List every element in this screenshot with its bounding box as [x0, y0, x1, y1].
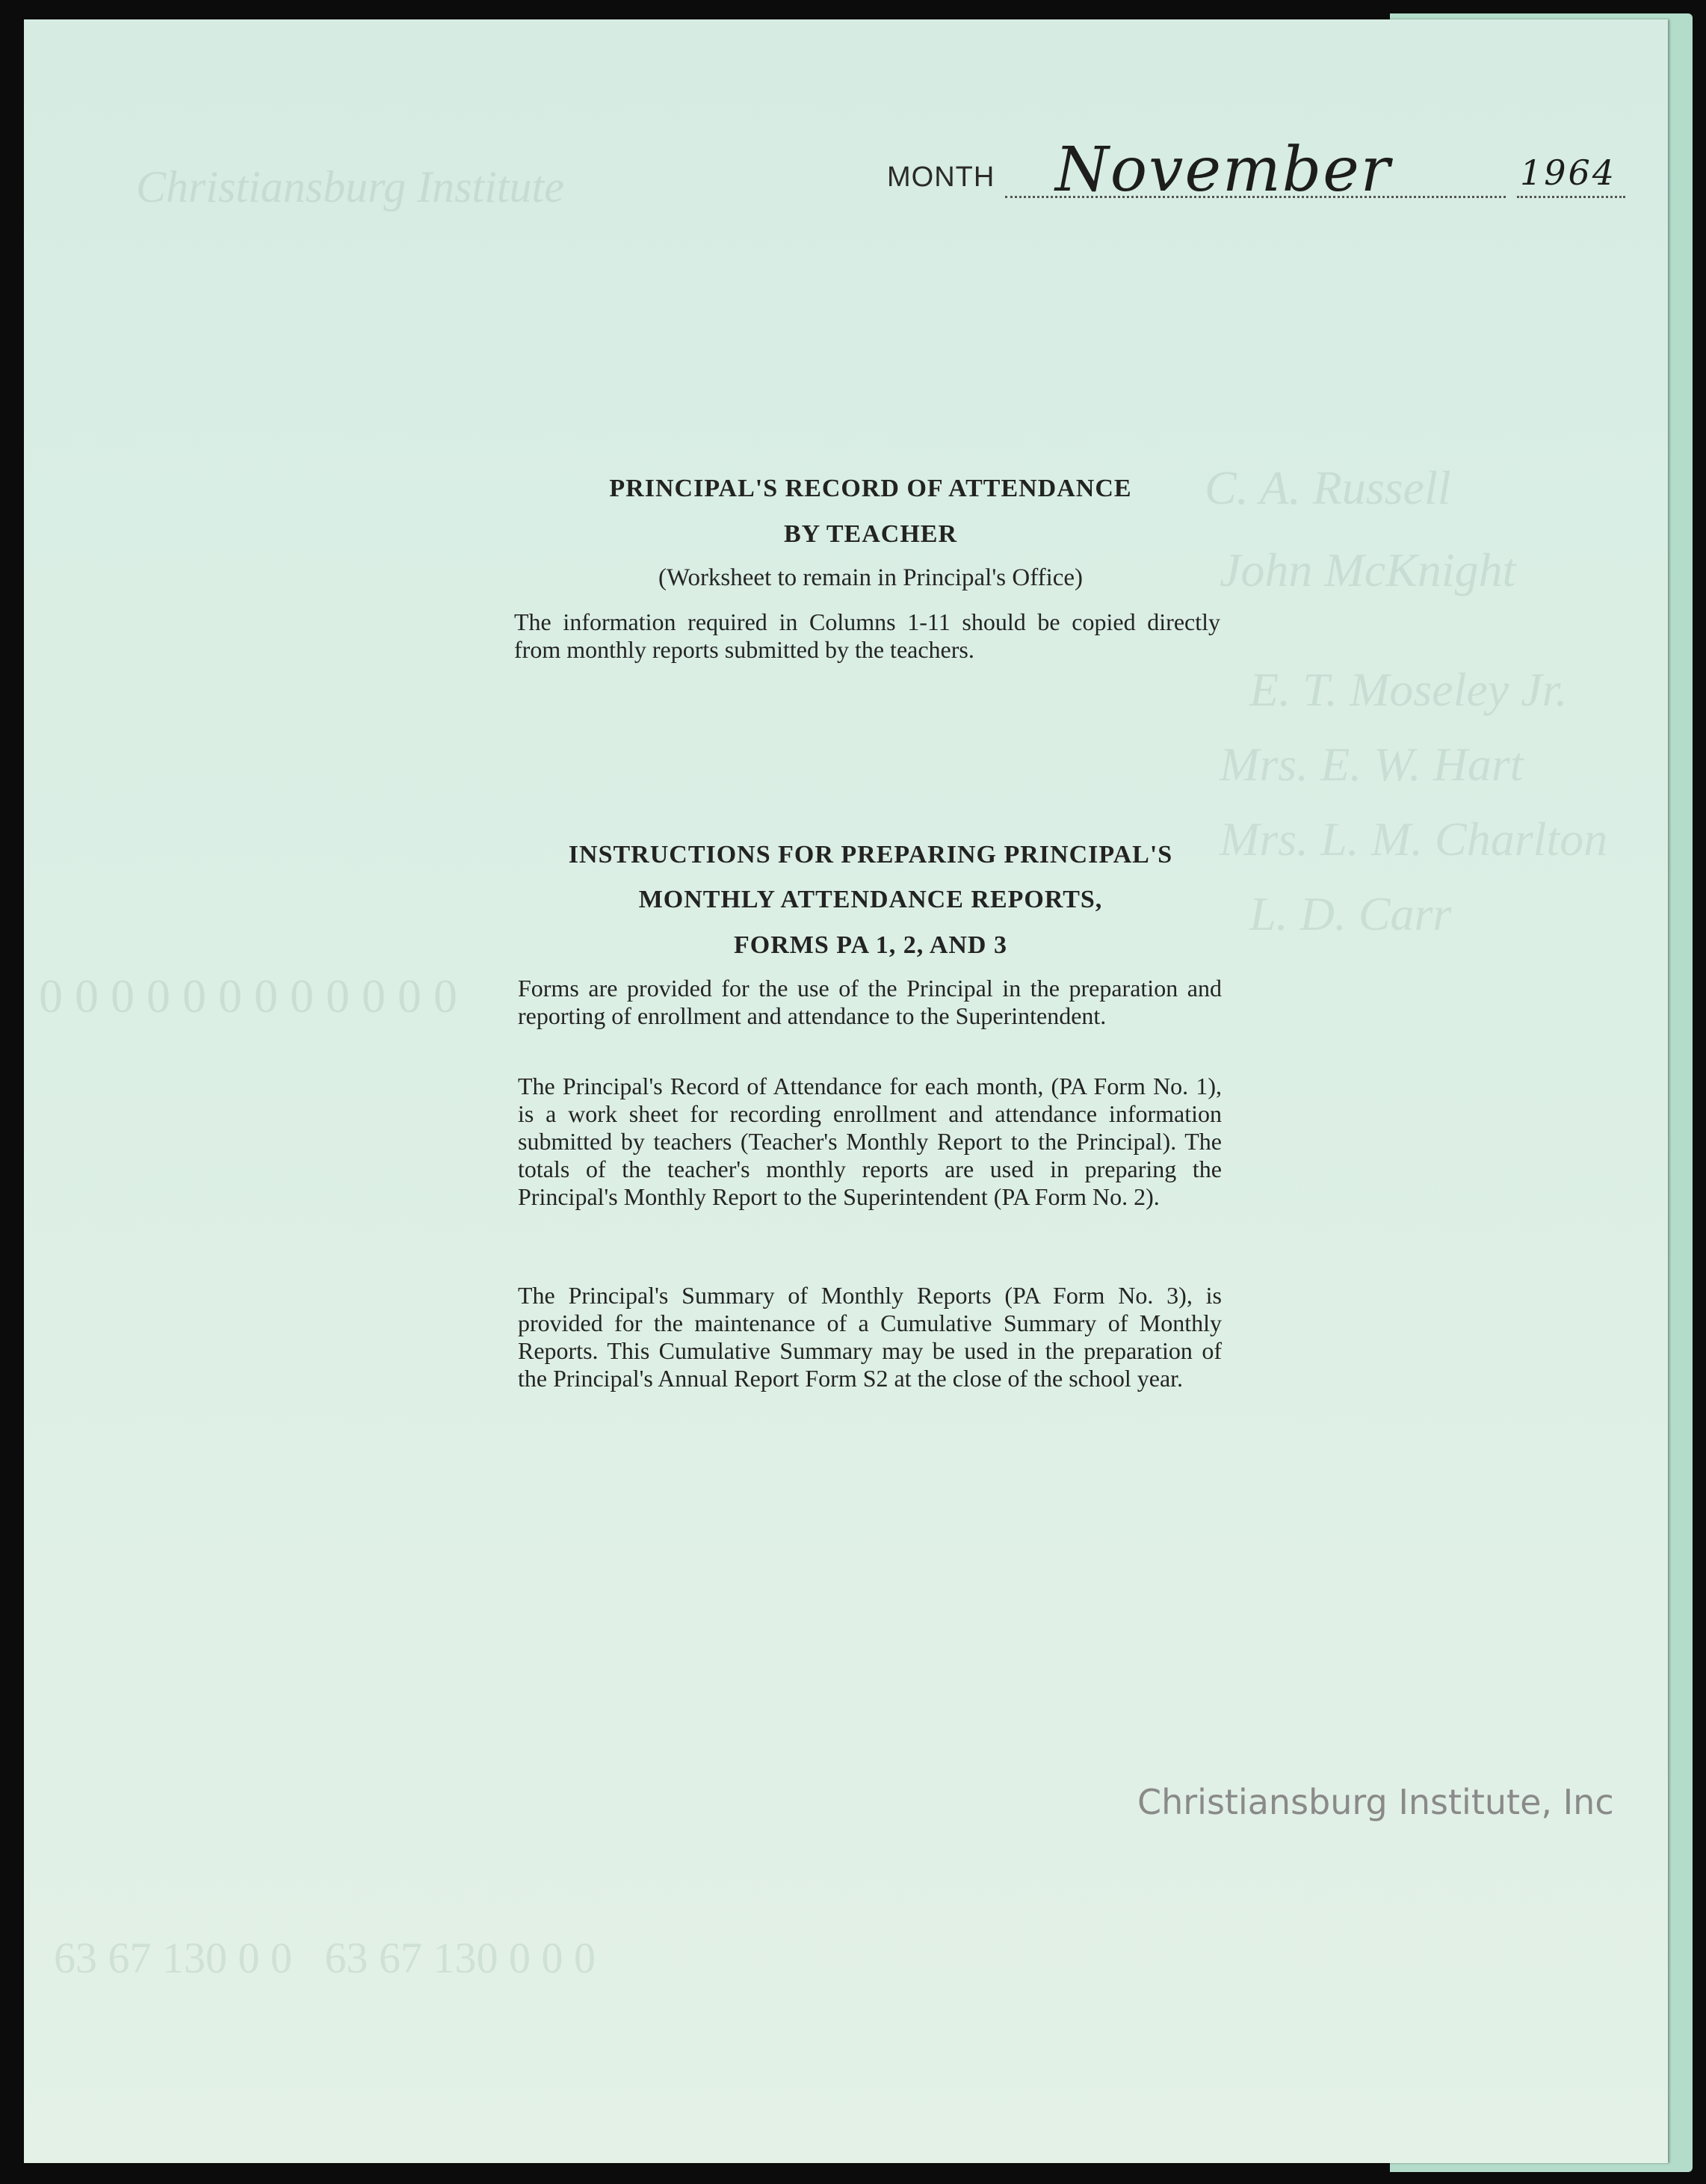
- show-through-3: John McKnight: [1220, 543, 1516, 596]
- show-through-1: Christiansburg Institute: [136, 162, 564, 212]
- instructions-heading-line2: MONTHLY ATTENDANCE REPORTS,: [638, 886, 1103, 913]
- year-dotted-line: [1517, 196, 1625, 198]
- show-through-5: Mrs. E. W. Hart: [1220, 738, 1524, 791]
- show-through-4: E. T. Moseley Jr.: [1249, 663, 1568, 716]
- instructions-para-1: Forms are provided for the use of the Principal in the preparation and reporting of enrollment and attendance to the Superintendent.: [518, 975, 1222, 1029]
- month-label: MONTH: [887, 161, 995, 193]
- watermark: Christiansburg Institute, Inc: [1137, 1782, 1614, 1822]
- show-through-9: 63 67 130 0 0 63 67 130 0 0 0: [54, 1934, 596, 1982]
- instructions-para-3: The Principal's Summary of Monthly Reports (PA Form No. 3), is provided for the maintenance of a Cumulative Summary of Monthly Reports. This Cumulative Summary may be used in the preparation of the Principal's Annual Report Form S2 at the close of the school year.: [518, 1282, 1222, 1392]
- month-value: November: [1055, 135, 1391, 206]
- instructions-para-2: The Principal's Record of Attendance for each month, (PA Form No. 1), is a work sheet for recording enrollment and attendance information submitted by teachers (Teacher's Monthly Report to the Principal). The totals of the teacher's monthly reports are used in preparing the Principal's Monthly Report to the Superintendent (PA Form No. 2).: [518, 1073, 1222, 1210]
- record-subtitle: (Worksheet to remain in Principal's Office): [658, 564, 1084, 591]
- year-value: 1964: [1520, 152, 1617, 193]
- record-title-line1: PRINCIPAL'S RECORD OF ATTENDANCE: [609, 475, 1132, 502]
- record-intro: The information required in Columns 1-11 should be copied directly from monthly reports submitted by the teachers.: [514, 608, 1220, 663]
- instructions-heading-line1: INSTRUCTIONS FOR PREPARING PRINCIPAL'S: [568, 841, 1173, 869]
- record-title-line2: BY TEACHER: [784, 520, 957, 548]
- show-through-7: L. D. Carr: [1249, 887, 1452, 940]
- instructions-heading-line3: FORMS PA 1, 2, AND 3: [734, 931, 1007, 959]
- show-through-2: C. A. Russell: [1205, 461, 1451, 514]
- show-through-6: Mrs. L. M. Charlton: [1220, 812, 1608, 866]
- show-through-8: 0 0 0 0 0 0 0 0 0 0 0 0: [39, 969, 457, 1022]
